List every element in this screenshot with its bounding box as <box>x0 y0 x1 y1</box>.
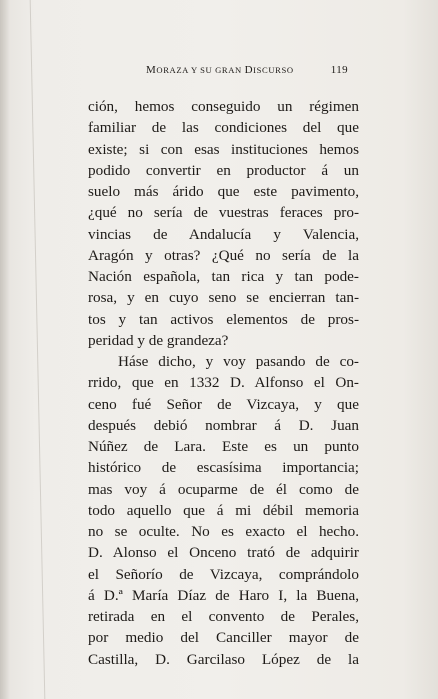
text-line: peridad y de grandeza? <box>88 331 229 349</box>
text-line: retirada en el convento de Perales, <box>88 608 359 625</box>
text-line: existe; si con esas instituciones hemos <box>88 140 359 158</box>
text-line: D. Alonso el Onceno trató de adquirir <box>88 544 359 562</box>
text-line: histórico de escasísima importancia; <box>88 459 359 477</box>
text-line: mas voy á ocuparme de él como de <box>88 480 359 498</box>
spine-shadow <box>0 0 10 699</box>
text-line: rosa, y en cuyo seno se encierran tan- <box>88 289 359 307</box>
page-fold-line <box>30 0 46 699</box>
running-head: MORAZA Y SU GRAN DISCURSO <box>146 64 294 76</box>
page-header <box>146 63 348 77</box>
text-line: ceno fué Señor de Vizcaya, y que <box>88 395 359 413</box>
text-line: rrido, que en 1332 D. Alfonso el On- <box>88 374 359 392</box>
body-text <box>88 96 359 670</box>
text-line: Castilla, D. Garcilaso López de la <box>88 650 359 668</box>
text-line: no se oculte. No es exacto el hecho. <box>88 523 359 540</box>
text-line: todo aquello que á mi débil memoria <box>88 501 359 519</box>
text-line: podido convertir en productor á un <box>88 161 359 179</box>
text-line: el Señorío de Vizcaya, comprándolo <box>88 565 359 583</box>
text-line: tos y tan activos elementos de pros- <box>88 310 359 328</box>
text-line: vincias de Andalucía y Valencia, <box>88 225 359 243</box>
text-line: suelo más árido que este pavimento, <box>88 183 359 200</box>
text-line: Nación española, tan rica y tan pode- <box>88 268 359 285</box>
text-line: familiar de las condiciones del que <box>88 119 359 137</box>
text-line: por medio del Canciller mayor de <box>88 629 359 647</box>
text-line: Núñez de Lara. Este es un punto <box>88 438 359 455</box>
text-line: ¿qué no sería de vuestras feraces pro- <box>88 204 359 222</box>
text-line: después debió nombrar á D. Juan <box>88 416 359 434</box>
text-line: Aragón y otras? ¿Qué no sería de la <box>88 246 359 264</box>
text-line: á D.ª María Díaz de Haro I, la Buena, <box>88 586 359 604</box>
page-number: 119 <box>330 64 348 76</box>
text-line: ción, hemos conseguido un régimen <box>88 98 359 115</box>
text-line: Háse dicho, y voy pasando de co- <box>118 353 359 370</box>
